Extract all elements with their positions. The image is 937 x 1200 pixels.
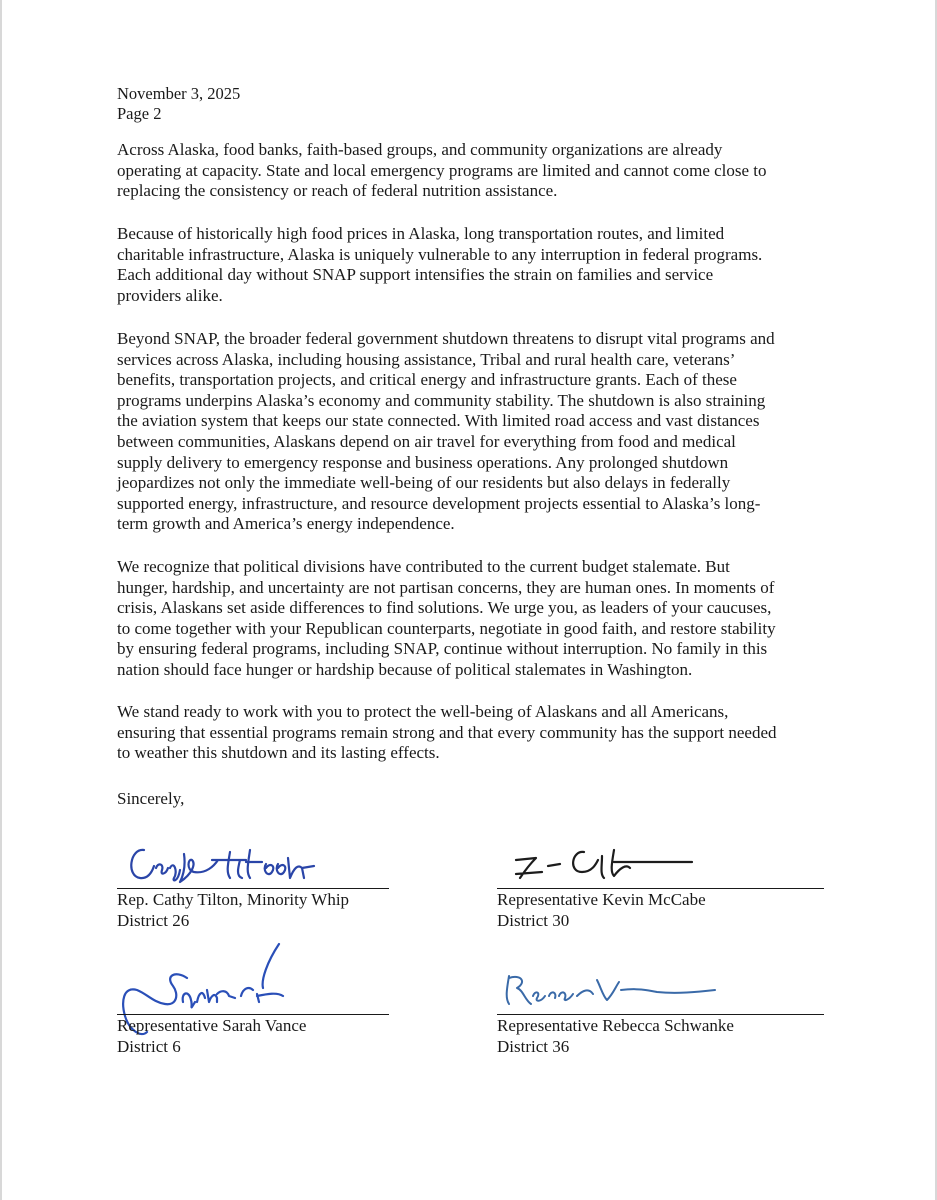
paragraph-food-prices <box>117 224 837 306</box>
paragraph-line: providers alike. <box>117 285 223 305</box>
paragraph-political-divisions <box>117 557 837 681</box>
signature-block-vance <box>117 940 447 1060</box>
paragraph-line: We recognize that political divisions have contributed to the current budget stalemate. But <box>117 557 730 576</box>
signature-line <box>497 1014 824 1015</box>
signature-line <box>497 888 824 889</box>
paragraph-line: Because of historically high food prices in Alaska, long transportation routes, and limited <box>117 224 725 243</box>
paragraph-line: operating at capacity. State and local emergency programs are limited and cannot come close to <box>117 160 767 180</box>
signatory-district: District 30 <box>497 911 570 930</box>
paragraph-line: supported energy, infrastructure, and resource development projects essential to Alaska’s long- <box>117 493 761 513</box>
signatory-name: Representative Kevin McCabe <box>497 890 706 909</box>
paragraph-stand-ready <box>117 702 837 764</box>
signature-block-tilton <box>117 838 447 938</box>
paragraph-line: supply delivery to emergency response and business operations. Any prolonged shutdown <box>117 452 729 472</box>
paragraph-line: jeopardizes not only the immediate well-being of our residents but also delays in federally <box>117 473 731 493</box>
signature-block-schwanke <box>497 940 827 1060</box>
paragraph-line: nation should face hunger or hardship because of political stalemates in Washington. <box>117 659 693 679</box>
page-number: Page 2 <box>117 104 162 123</box>
paragraph-line: programs underpins Alaska’s economy and community stability. The shutdown is also straining <box>117 390 766 410</box>
letter-date: November 3, 2025 <box>117 84 241 103</box>
paragraph-line: to come together with your Republican counterparts, negotiate in good faith, and restore stability <box>117 618 776 638</box>
paragraph-line: Beyond SNAP, the broader federal government shutdown threatens to disrupt vital programs and <box>117 329 775 348</box>
paragraph-line: the aviation system that keeps our state connected. With limited road access and vast distances <box>117 411 760 431</box>
paragraph-line: between communities, Alaskans depend on air travel for everything from food and medical <box>117 431 736 451</box>
paragraph-line: Each additional day without SNAP support intensifies the strain on families and service <box>117 265 714 285</box>
paragraph-line: ensuring that essential programs remain strong and that every community has the support needed <box>117 722 777 742</box>
paragraph-line: Across Alaska, food banks, faith-based groups, and community organizations are already <box>117 140 723 159</box>
paragraph-line: crisis, Alaskans set aside differences to find solutions. We urge you, as leaders of your caucuses, <box>117 598 772 618</box>
signature-graphic <box>502 838 722 888</box>
signature-graphic <box>122 838 342 888</box>
signatory-name: Representative Sarah Vance <box>117 1016 307 1035</box>
paragraph-line: services across Alaska, including housing assistance, Tribal and rural health care, veterans’ <box>117 349 736 369</box>
paragraph-line: hunger, hardship, and uncertainty are not partisan concerns, they are human ones. In moments of <box>117 577 775 597</box>
signature-line <box>117 888 389 889</box>
signatory-district: District 6 <box>117 1037 181 1056</box>
signature-line <box>117 1014 389 1015</box>
paragraph-line: term growth and America’s energy independence. <box>117 514 455 534</box>
paragraph-line: We stand ready to work with you to protect the well-being of Alaskans and all Americans, <box>117 702 729 721</box>
closing-salutation: Sincerely, <box>117 789 185 808</box>
paragraph-line: by ensuring federal programs, including SNAP, continue without interruption. No family in this <box>117 639 768 659</box>
signatory-district: District 36 <box>497 1037 570 1056</box>
paragraph-line: replacing the consistency or reach of federal nutrition assistance. <box>117 181 558 201</box>
paragraph-line: benefits, transportation projects, and critical energy and infrastructure grants. Each of these <box>117 370 737 390</box>
paragraph-food-banks <box>117 140 837 202</box>
signatory-name: Representative Rebecca Schwanke <box>497 1016 734 1035</box>
signature-block-mccabe <box>497 838 827 938</box>
paragraph-beyond-snap <box>117 329 837 535</box>
signatory-district: District 26 <box>117 911 190 930</box>
paragraph-line: charitable infrastructure, Alaska is uniquely vulnerable to any interruption in federal programs. <box>117 244 763 264</box>
signatory-name: Rep. Cathy Tilton, Minority Whip <box>117 890 350 909</box>
paragraph-line: to weather this shutdown and its lasting effects. <box>117 743 440 763</box>
